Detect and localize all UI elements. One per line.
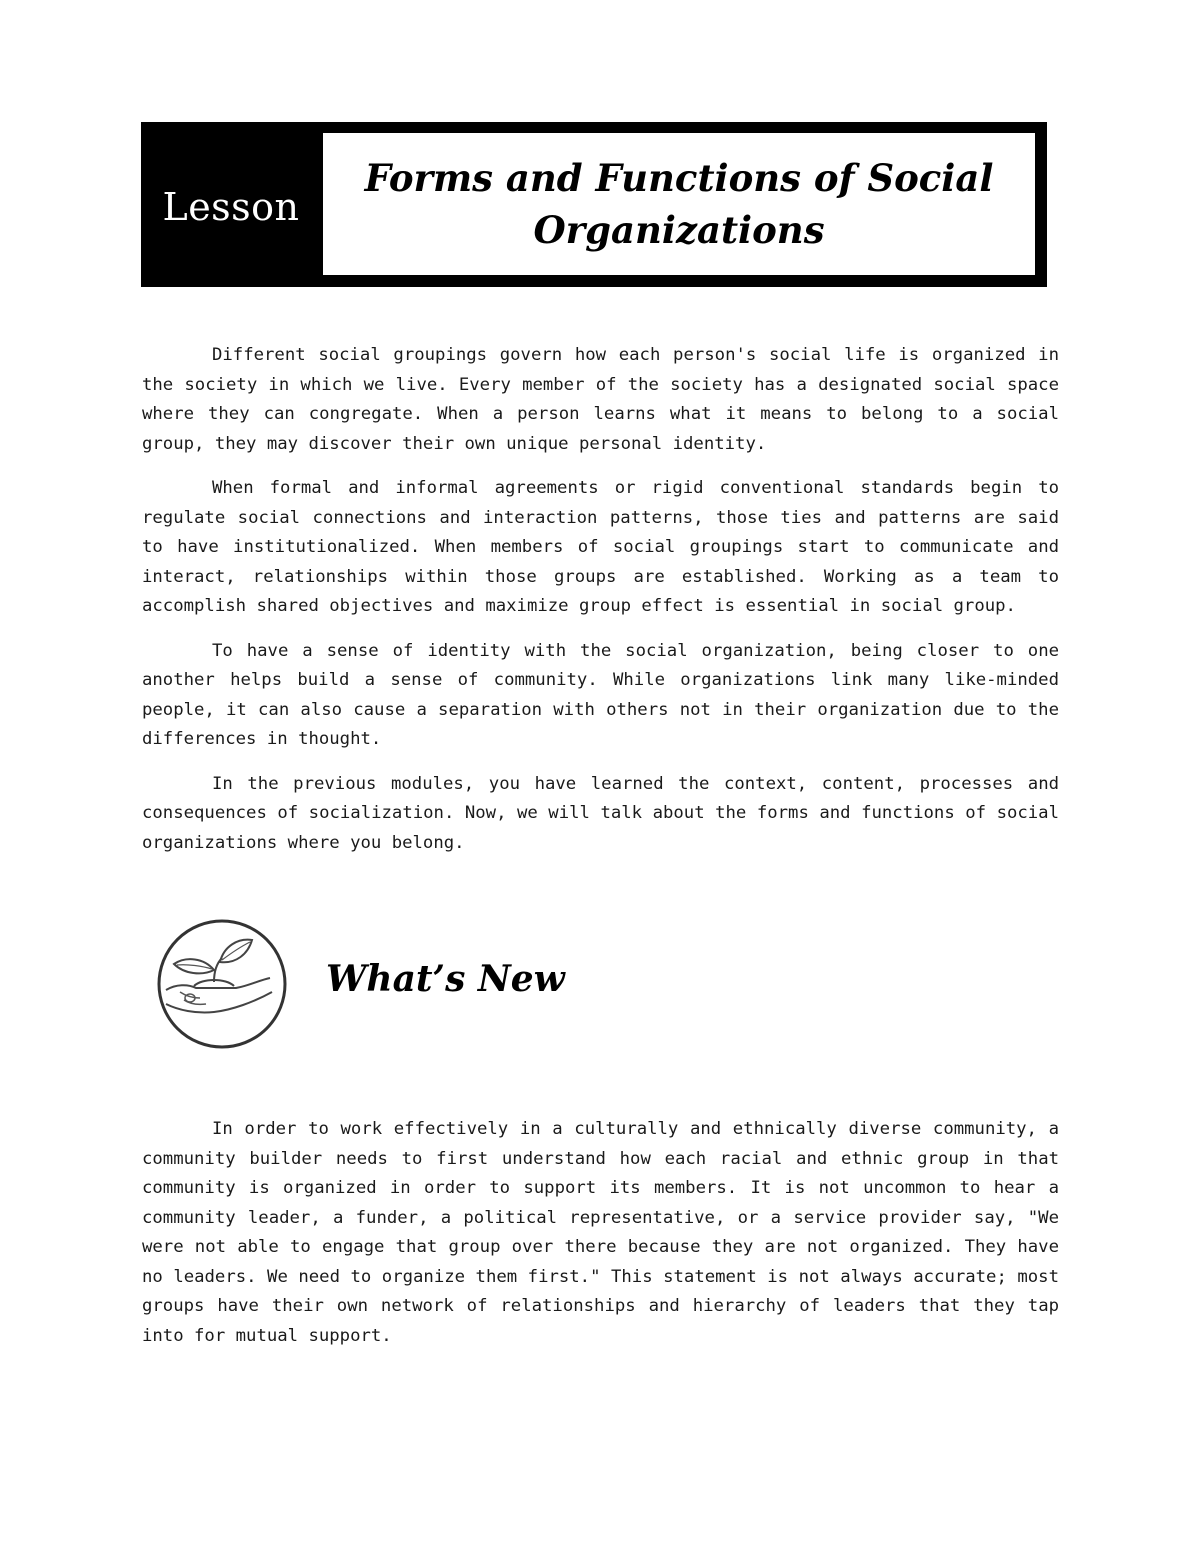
lesson-title-line-1: Forms and Functions of Social — [364, 156, 994, 200]
intro-paragraph-3: To have a sense of identity with the social organization, being closer to one another helps build a sense of community. While organizations link many like-minded people, it can also cause a separation with others not in their organization due to the differences in thought. — [142, 640, 1059, 749]
whats-new-heading: What’s New — [326, 958, 565, 1000]
intro-paragraph-1: Different social groupings govern how each person's social life is organized in the society in which we live. Every member of the society has a designated social space where they can congregate. When a person learns what it means to belong to a social group, they may discover their own unique personal identity. — [142, 345, 1059, 454]
lesson-title-line-2: Organizations — [533, 208, 825, 252]
intro-paragraph-2: When formal and informal agreements or rigid conventional standards begin to regulate social connections and interaction patterns, those ties and patterns are said to have institutionalized. When members of social groupings start to communicate and interact, relationships within those groups are established. Working as a team to accomplish shared objectives and maximize group effect is essential in social group. — [142, 478, 1059, 616]
intro-text — [142, 341, 1059, 873]
lesson-label: Lesson — [162, 184, 300, 229]
whats-new-text — [142, 1115, 1059, 1366]
lesson-title-box — [321, 131, 1037, 277]
whats-new-paragraph: In order to work effectively in a culturally and ethnically diverse community, a community builder needs to first understand how each racial and ethnic group in that community is organized in order to support its members. It is not uncommon to hear a community leader, a funder, a political representative, or a service provider say, "We were not able to engage that group over there because they are not organized. They have no leaders. We need to organize them first." This statement is not always accurate; most groups have their own network of relationships and hierarchy of leaders that they tap into for mutual support. — [142, 1119, 1059, 1346]
hand-holding-plant-icon — [150, 912, 290, 1054]
intro-paragraph-4: In the previous modules, you have learned the context, content, processes and consequences of socialization. Now, we will talk about the forms and functions of social organizations where you belong. — [142, 773, 1059, 853]
lesson-banner — [141, 122, 1047, 287]
